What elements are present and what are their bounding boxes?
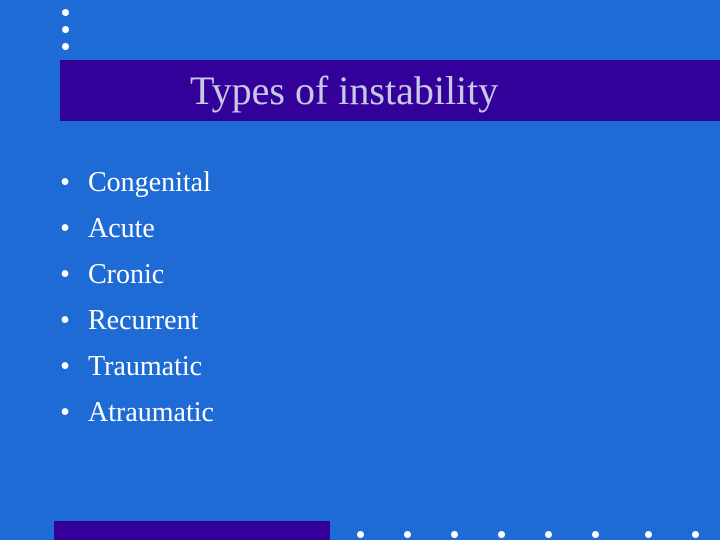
dot-icon [62, 9, 69, 16]
bullet-icon: • [60, 397, 70, 428]
dot-icon [645, 531, 652, 538]
dot-icon [692, 531, 699, 538]
bullet-label: Acute [88, 213, 155, 244]
bullet-label: Recurrent [88, 305, 199, 336]
slide-title: Types of instability [190, 68, 499, 113]
bullet-icon: • [60, 305, 70, 336]
bullet-icon: • [60, 167, 70, 198]
dot-icon [62, 26, 69, 33]
dot-icon [498, 531, 505, 538]
bullet-icon: • [60, 259, 70, 290]
dot-icon [451, 531, 458, 538]
bottom-accent-bar [54, 521, 330, 540]
bullet-icon: • [60, 351, 70, 382]
dot-icon [357, 531, 364, 538]
bullet-label: Atraumatic [88, 397, 214, 428]
bullet-label: Traumatic [88, 351, 203, 382]
bullet-icon: • [60, 213, 70, 244]
dot-icon [592, 531, 599, 538]
dot-icon [545, 531, 552, 538]
dot-icon [404, 531, 411, 538]
title-bar [60, 60, 720, 121]
dot-icon [62, 43, 69, 50]
bullet-label: Cronic [88, 259, 165, 290]
bullet-label: Congenital [88, 167, 211, 198]
